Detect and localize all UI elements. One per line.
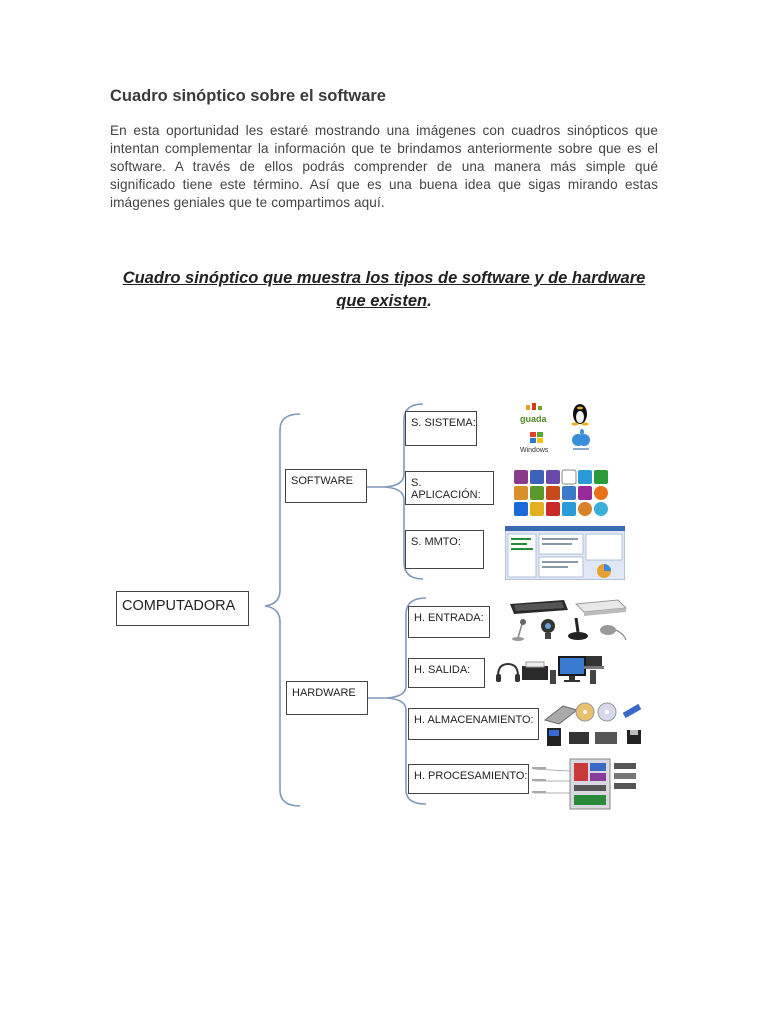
windows-logo <box>520 432 549 454</box>
tux-penguin-icon <box>572 404 589 426</box>
root-box-computadora: COMPUTADORA <box>116 591 249 626</box>
laptop-icon <box>584 656 604 669</box>
webcam-icon <box>541 619 555 639</box>
caption-period: . <box>427 292 432 310</box>
cd-dvd-icon <box>576 703 616 721</box>
storage-devices-image <box>543 700 647 750</box>
hw-item-almacenamiento: H. ALMACENAMIENTO: <box>408 708 539 740</box>
mouse-icon <box>600 625 626 640</box>
svg-text:Windows: Windows <box>520 447 549 454</box>
memory-card-icon <box>547 728 561 746</box>
sw-item-mmto: S. MMTO: <box>405 530 484 569</box>
processing-components-image <box>530 755 642 813</box>
processor-icon <box>614 763 636 789</box>
os-logos-image <box>512 402 612 454</box>
hardware-box: HARDWARE <box>286 681 368 715</box>
hard-disk-icon <box>545 706 577 724</box>
scanner-icon <box>576 600 626 616</box>
external-drive-icon <box>569 732 617 744</box>
joystick-icon <box>568 618 588 640</box>
printer-icon <box>522 662 548 680</box>
sw-item-sistema: S. SISTEMA: <box>405 411 477 446</box>
output-devices-image <box>494 654 604 690</box>
hw-item-entrada: H. ENTRADA: <box>408 606 490 638</box>
hw-item-salida: H. SALIDA: <box>408 658 485 688</box>
computer-tower-icon <box>570 759 610 809</box>
microphone-icon <box>512 619 526 641</box>
headphones-icon <box>496 664 520 682</box>
apple-logo-icon <box>572 429 590 450</box>
intro-paragraph: En esta oportunidad les estaré mostrando una imágenes con cuadros sinópticos que intentan complementar la información que te brindamos anteriormente sobre que es el software. A través de ellos podrás comprender de una manera más simple qué significado tiene este término. Así que es una buena idea que sigas mirando estas imágenes geniales que te compartimos aquí. <box>110 123 658 210</box>
application-icons-image <box>512 468 616 520</box>
guadalinex-logo <box>520 403 547 424</box>
document-heading: Cuadro sinóptico sobre el software <box>110 87 386 105</box>
svg-text:guada: guada <box>520 414 547 424</box>
keyboard-icon <box>510 600 568 614</box>
floppy-disk-icon <box>627 730 641 744</box>
caption-underlined-text: Cuadro sinóptico que muestra los tipos de software y de hardware que existen <box>122 269 646 310</box>
usb-drive-icon <box>623 704 642 718</box>
input-devices-image <box>506 596 630 644</box>
sw-item-aplicacion: S. APLICACIÓN: <box>405 471 494 505</box>
monitor-icon <box>558 656 586 682</box>
hw-item-procesamiento: H. PROCESAMIENTO: <box>408 764 529 794</box>
maintenance-software-screenshot <box>505 526 625 580</box>
software-box: SOFTWARE <box>285 469 367 503</box>
